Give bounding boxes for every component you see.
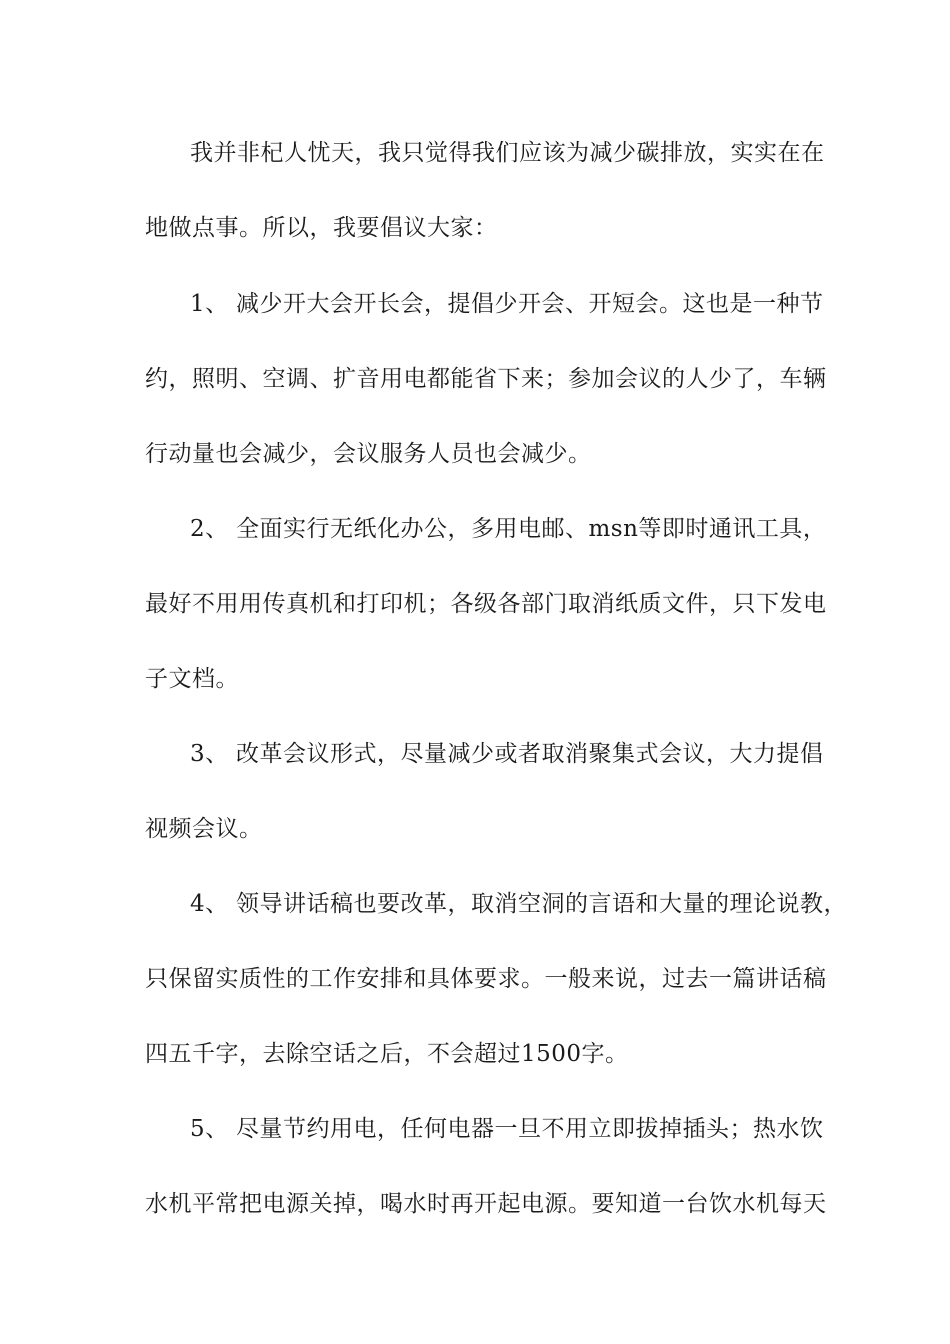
item-3-line-2: 视频会议。 xyxy=(145,816,263,842)
item-4-number: 4、 xyxy=(190,891,229,917)
item-4-line-1: 4、 领导讲话稿也要改革，取消空洞的言语和大量的理论说教， xyxy=(190,891,847,917)
item-4-line-2: 只保留实质性的工作安排和具体要求。一般来说，过去一篇讲话稿 xyxy=(145,966,827,992)
item-3-number: 3、 xyxy=(190,741,229,767)
item-2-line-2: 最好不用用传真机和打印机；各级各部门取消纸质文件，只下发电 xyxy=(145,591,827,617)
item-2-number: 2、 xyxy=(190,516,229,542)
item-1-number: 1、 xyxy=(190,291,229,317)
item-1-line-2: 约，照明、空调、扩音用电都能省下来；参加会议的人少了，车辆 xyxy=(145,366,827,392)
item-1-line-3: 行动量也会减少，会议服务人员也会减少。 xyxy=(145,441,592,467)
item-3-line-1: 3、 改革会议形式，尽量减少或者取消聚集式会议，大力提倡 xyxy=(190,741,824,767)
paragraph-intro-line-2: 地做点事。所以，我要倡议大家： xyxy=(145,215,498,241)
item-2-line-1: 2、 全面实行无纸化办公，多用电邮、msn等即时通讯工具， xyxy=(190,516,827,542)
item-4-line-3: 四五千字，去除空话之后，不会超过1500字。 xyxy=(145,1041,629,1067)
item-2-line-3: 子文档。 xyxy=(145,666,239,692)
item-1-line-1: 1、 减少开大会开长会，提倡少开会、开短会。这也是一种节 xyxy=(190,291,824,317)
paragraph-intro-line-1: 我并非杞人忧天，我只觉得我们应该为减少碳排放，实实在在 xyxy=(190,140,825,166)
item-5-number: 5、 xyxy=(190,1116,229,1142)
item-5-line-1: 5、 尽量节约用电，任何电器一旦不用立即拔掉插头；热水饮 xyxy=(190,1116,824,1142)
item-5-line-2: 水机平常把电源关掉，喝水时再开起电源。要知道一台饮水机每天 xyxy=(145,1191,827,1217)
